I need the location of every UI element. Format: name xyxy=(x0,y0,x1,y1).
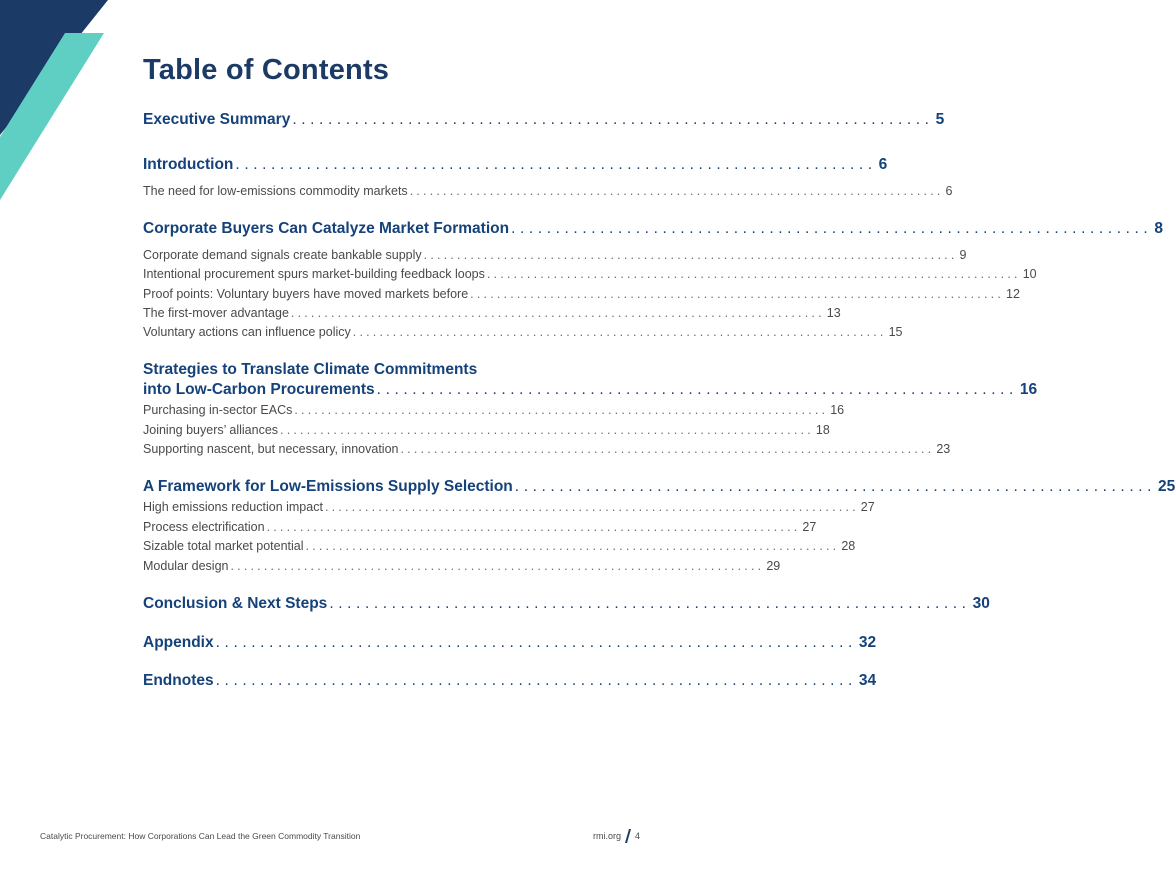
toc-page-number: 34 xyxy=(858,672,877,689)
toc-entry-strategies-line1[interactable]: Strategies to Translate Climate Commitments xyxy=(143,361,478,378)
toc-page-number: 27 xyxy=(860,500,875,514)
toc-entry-label: Corporate demand signals create bankable supply xyxy=(143,248,422,262)
dot-leader: ........................................................................ xyxy=(514,478,1157,495)
toc-entry-label: The need for low-emissions commodity markets xyxy=(143,184,408,198)
toc-subentry[interactable] xyxy=(143,287,1020,301)
toc-subentry[interactable] xyxy=(143,248,967,262)
toc-entry-framework[interactable] xyxy=(143,478,1175,496)
dot-leader: ................................................................................ xyxy=(352,325,887,339)
toc-entry-corporate-buyers[interactable] xyxy=(143,220,1163,238)
toc-subentry[interactable] xyxy=(143,559,781,573)
toc-page-number: 6 xyxy=(878,156,888,173)
toc-page-number: 25 xyxy=(1158,478,1175,495)
dot-leader: ................................................................................ xyxy=(290,306,825,320)
dot-leader: ................................................................................ xyxy=(294,403,829,417)
toc-entry-appendix[interactable] xyxy=(143,634,877,652)
toc-entry-label: High emissions reduction impact xyxy=(143,500,323,514)
footer-document-title: Catalytic Procurement: How Corporations Can Lead the Green Commodity Transition xyxy=(40,831,361,841)
toc-page-number: 15 xyxy=(888,325,903,339)
dot-leader: ................................................................................ xyxy=(266,520,801,534)
toc-entry-label: Modular design xyxy=(143,559,229,573)
dot-leader: ........................................................................ xyxy=(215,672,857,689)
toc-entry-label: Executive Summary xyxy=(143,111,291,128)
footer-page-number: 4 xyxy=(634,831,640,841)
toc-page-number: 29 xyxy=(766,559,781,573)
toc-subentry[interactable] xyxy=(143,184,953,198)
dot-leader: ................................................................................ xyxy=(324,500,859,514)
dot-leader: ................................................................................ xyxy=(423,248,958,262)
toc-subentry[interactable] xyxy=(143,325,903,339)
toc-entry-label: Proof points: Voluntary buyers have moved markets before xyxy=(143,287,469,301)
dot-leader: ................................................................................ xyxy=(400,442,935,456)
toc-page-number: 6 xyxy=(945,184,953,198)
dot-leader: ........................................................................ xyxy=(215,634,857,651)
dot-leader: ................................................................................ xyxy=(409,184,944,198)
toc-page-number: 9 xyxy=(959,248,967,262)
toc-entry-endnotes[interactable] xyxy=(143,672,877,690)
toc-entry-label: A Framework for Low-Emissions Supply Selection xyxy=(143,478,513,495)
toc-subentry[interactable] xyxy=(143,423,830,437)
toc-subentry[interactable] xyxy=(143,403,845,417)
toc-entry-label: Intentional procurement spurs market-building feedback loops xyxy=(143,267,485,281)
dot-leader: ................................................................................ xyxy=(230,559,765,573)
toc-entry-label: Joining buyers’ alliances xyxy=(143,423,279,437)
page-title: Table of Contents xyxy=(143,54,390,86)
footer-right xyxy=(593,829,640,843)
toc-page-number: 16 xyxy=(1019,381,1038,398)
toc-subentry[interactable] xyxy=(143,539,856,553)
toc-page-number: 5 xyxy=(935,111,945,128)
toc-page-number: 27 xyxy=(802,520,817,534)
toc-subentry[interactable] xyxy=(143,306,841,320)
dot-leader: ........................................................................ xyxy=(235,156,877,173)
toc-entry-label: Appendix xyxy=(143,634,214,651)
toc-page-number: 8 xyxy=(1154,220,1163,237)
toc-entry-label: Process electrification xyxy=(143,520,265,534)
toc-entry-label: into Low-Carbon Procurements xyxy=(143,381,375,398)
toc-subentry[interactable] xyxy=(143,520,817,534)
toc-entry-label: Introduction xyxy=(143,156,234,173)
dot-leader: ........................................................................ xyxy=(376,381,1018,398)
toc-page-number: 10 xyxy=(1022,267,1037,281)
toc-subentry[interactable] xyxy=(143,500,875,514)
corner-decoration xyxy=(0,0,120,210)
toc-entry-introduction[interactable] xyxy=(143,156,888,174)
toc-subentry[interactable] xyxy=(143,267,1037,281)
dot-leader: ........................................................................ xyxy=(292,111,934,128)
dot-leader: ........................................................................ xyxy=(511,220,1153,237)
toc-entry-label: Corporate Buyers Can Catalyze Market Formation xyxy=(143,220,510,237)
dot-leader: ................................................................................ xyxy=(486,267,1021,281)
dot-leader: ................................................................................ xyxy=(470,287,1005,301)
toc-entry-label: The first-mover advantage xyxy=(143,306,289,320)
toc-entry-label: Endnotes xyxy=(143,672,214,689)
toc-page-number: 18 xyxy=(815,423,830,437)
toc-page-number: 16 xyxy=(830,403,845,417)
dot-leader: ................................................................................ xyxy=(305,539,840,553)
toc-page-number: 12 xyxy=(1006,287,1020,301)
toc-entry-executive-summary[interactable] xyxy=(143,111,945,129)
toc-entry-label: Purchasing in-sector EACs xyxy=(143,403,293,417)
toc-entry-strategies[interactable] xyxy=(143,381,1038,399)
toc-page-number: 32 xyxy=(858,634,877,651)
footer-site-link[interactable]: rmi.org xyxy=(592,831,621,841)
toc-entry-label: Conclusion & Next Steps xyxy=(143,595,328,612)
toc-subentry[interactable] xyxy=(143,442,951,456)
toc-entry-label: Voluntary actions can influence policy xyxy=(143,325,351,339)
toc-page-number: 23 xyxy=(936,442,951,456)
slash-icon xyxy=(625,829,631,843)
toc-page-number: 30 xyxy=(972,595,990,612)
dot-leader: ................................................................................ xyxy=(280,423,814,437)
toc-entry-label: Sizable total market potential xyxy=(143,539,304,553)
toc-entry-label: Supporting nascent, but necessary, innovation xyxy=(143,442,399,456)
toc-entry-conclusion[interactable] xyxy=(143,595,990,613)
toc-page-number: 13 xyxy=(826,306,841,320)
toc-page-number: 28 xyxy=(841,539,856,553)
dot-leader: ........................................................................ xyxy=(329,595,971,612)
